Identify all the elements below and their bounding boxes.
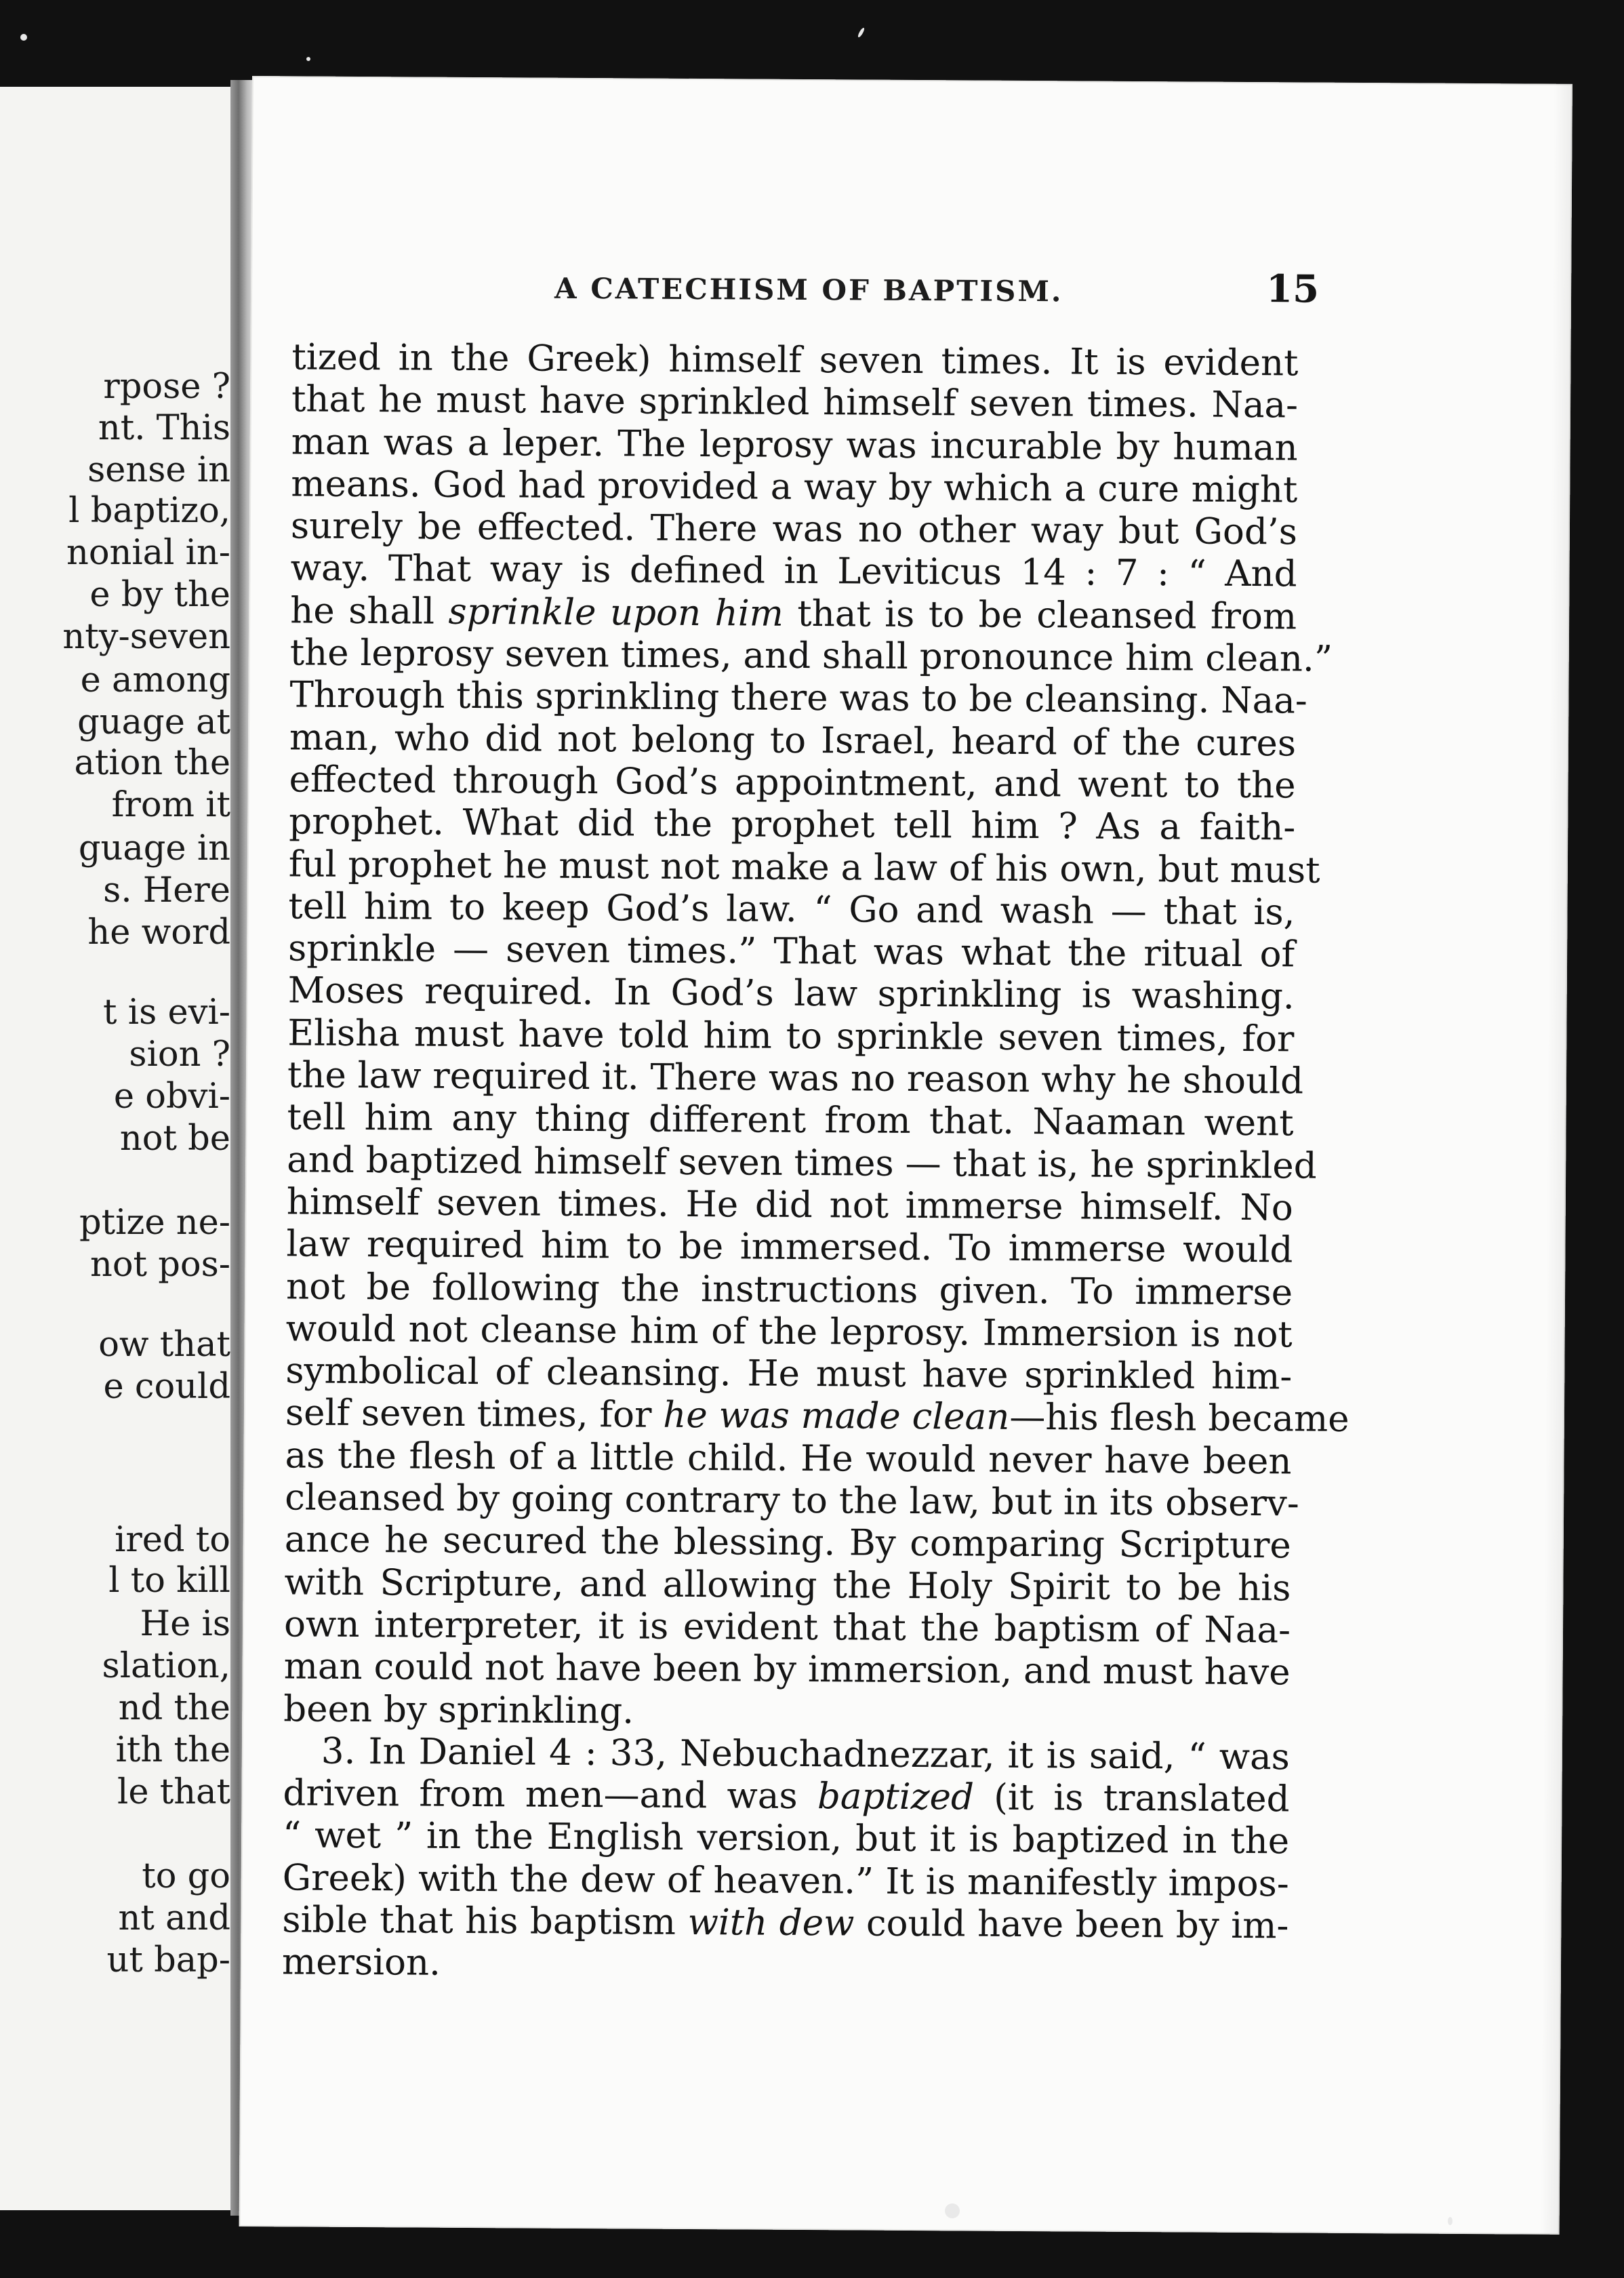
text-line xyxy=(287,1097,1293,1145)
text-line xyxy=(283,1730,1290,1778)
left-page-fragment: s. Here xyxy=(103,871,230,911)
left-page-fragment: ation the xyxy=(74,743,230,783)
text-run: cleansed by going contrary to the law, but in its observ- xyxy=(285,1477,1299,1525)
text-run: sprinkle — seven times.” That was what the ritual of xyxy=(287,927,1295,976)
text-run: tell him any thing different from that. Naaman went xyxy=(287,1096,1294,1144)
left-page-fragment: ired to xyxy=(115,1520,230,1560)
text-run: the law required it. There was no reason why he should xyxy=(287,1054,1304,1102)
left-page-fragment: from it xyxy=(111,785,230,825)
text-run: not be following the instructions given. To immerse xyxy=(285,1265,1293,1313)
left-page-fragment: nt. This xyxy=(98,408,230,448)
text-line xyxy=(285,1392,1349,1441)
text-line xyxy=(283,1857,1289,1905)
left-page-fragment: guage at xyxy=(77,702,230,742)
text-run: Elisha must have told him to sprinkle seven times, for xyxy=(287,1012,1295,1060)
text-run: surely be effected. There was no other way but God’s xyxy=(290,505,1298,553)
text-line xyxy=(288,970,1295,1018)
left-page-fragment: ow that xyxy=(98,1325,230,1365)
text-line xyxy=(288,885,1295,934)
text-run: prophet. What did the prophet tell him ? As a faith- xyxy=(289,801,1296,849)
text-run: own interpreter, it is evident that the baptism of Naa- xyxy=(283,1603,1291,1652)
left-page-fragment: guage in xyxy=(78,828,230,868)
text-run: man, who did not belong to Israel, heard of the cures xyxy=(289,717,1297,765)
right-page xyxy=(239,76,1572,2235)
left-page-fragment: he word xyxy=(87,913,230,953)
text-run: effected through God’s appointment, and went to the xyxy=(289,759,1296,807)
text-run: that is to be cleansed from xyxy=(783,593,1297,638)
text-line xyxy=(283,1646,1290,1694)
text-run: himself seven times. He did not immerse himself. No xyxy=(286,1181,1294,1229)
text-line xyxy=(285,1519,1291,1567)
dust-speck xyxy=(306,57,310,61)
text-line xyxy=(285,1435,1291,1483)
text-run: tized in the Greek) himself seven times. It is evident xyxy=(291,336,1299,384)
text-line xyxy=(286,1224,1293,1272)
left-page-fragment: l to kill xyxy=(108,1561,230,1601)
left-page-fragment: not pos- xyxy=(89,1245,230,1285)
text-run: as the flesh of a little child. He would never have been xyxy=(285,1435,1292,1483)
left-page-fragment: e among xyxy=(80,660,230,700)
running-head-title: A CATECHISM OF BAPTISM. xyxy=(554,271,1063,308)
text-line xyxy=(284,1561,1291,1610)
text-line xyxy=(285,1350,1292,1398)
text-run: that he must have sprinkled himself seven times. Naa- xyxy=(291,378,1299,426)
text-run: man was a leper. The leprosy was incurable by human xyxy=(291,420,1298,469)
text-run: mersion. xyxy=(281,1941,441,1984)
left-page-fragment: sion ? xyxy=(129,1035,230,1075)
text-line xyxy=(289,632,1333,680)
text-run: way. That way is defined in Leviticus 14 : 7 : “ And xyxy=(290,547,1297,595)
text-line xyxy=(286,1308,1293,1356)
text-run: he shall xyxy=(289,590,449,633)
text-line xyxy=(287,1138,1317,1187)
text-run: Greek) with the dew of heaven.” It is manifestly impos- xyxy=(282,1857,1289,1905)
body-text xyxy=(281,336,1349,1990)
text-line xyxy=(291,336,1298,384)
text-line xyxy=(286,1266,1293,1314)
left-page-fragment: sense in xyxy=(87,450,230,490)
dust-speck xyxy=(945,2203,960,2218)
text-run: and baptized himself seven times — that is, he sprinkled xyxy=(287,1138,1317,1187)
text-line xyxy=(287,1054,1304,1102)
text-run: self seven times, for xyxy=(285,1392,664,1437)
text-line xyxy=(283,1772,1289,1820)
left-page-fragment: ith the xyxy=(115,1730,230,1770)
text-run: been by sprinkling. xyxy=(283,1687,634,1732)
left-page-fragment: slation, xyxy=(102,1646,230,1686)
text-run: tell him to keep God’s law. “ Go and wash — that is, xyxy=(288,885,1295,934)
text-line xyxy=(283,1688,1290,1736)
text-run: (it is translated xyxy=(973,1776,1290,1820)
text-run: would not cleanse him of the leprosy. Immersion is not xyxy=(285,1308,1293,1356)
text-run: law required him to be immersed. To immerse would xyxy=(286,1223,1293,1271)
left-page-fragment: e obvi- xyxy=(113,1077,230,1117)
text-run: —his flesh became xyxy=(1009,1397,1349,1441)
left-page-fragment: nty-seven xyxy=(62,617,230,657)
text-line xyxy=(282,1942,1288,1990)
text-run: the leprosy seven times, and shall pronounce him clean.” xyxy=(289,632,1333,680)
text-line xyxy=(285,1477,1299,1525)
text-run: Through this sprinkling there was to be cleansing. Naa- xyxy=(289,674,1307,722)
text-run: symbolical of cleansing. He must have sprinkled him- xyxy=(285,1350,1293,1398)
text-line xyxy=(291,463,1297,511)
left-page-fragment: t is evi- xyxy=(103,993,230,1033)
text-line xyxy=(290,548,1297,596)
italic-phrase: he was made clean xyxy=(663,1395,1010,1439)
text-run: with Scripture, and allowing the Holy Spirit to be his xyxy=(284,1561,1291,1610)
left-page-fragment: nd the xyxy=(118,1688,230,1728)
text-line xyxy=(284,1603,1291,1652)
text-line xyxy=(287,1012,1294,1060)
text-line xyxy=(289,759,1295,807)
running-head xyxy=(251,260,1571,316)
dust-speck xyxy=(20,34,27,41)
text-line xyxy=(288,928,1295,976)
page-number: 15 xyxy=(1265,266,1320,312)
text-run: Moses required. In God’s law sprinkling is washing. xyxy=(287,970,1295,1018)
text-line xyxy=(289,717,1296,765)
text-run: means. God had provided a way by which a cure might xyxy=(291,463,1298,511)
italic-phrase: with dew xyxy=(687,1901,855,1944)
left-page-fragment: nt and xyxy=(118,1898,230,1938)
text-line xyxy=(289,674,1307,723)
left-page-fragment: not be xyxy=(119,1119,230,1159)
text-run: man could not have been by immersion, and must have xyxy=(283,1645,1291,1694)
italic-phrase: sprinkle upon him xyxy=(448,591,784,635)
dust-speck xyxy=(1448,2217,1453,2225)
text-run: driven from men—and was xyxy=(283,1772,818,1818)
text-run: ance he secured the blessing. By comparing Scripture xyxy=(284,1519,1291,1567)
text-run: “ wet ” in the English version, but it is baptized in the xyxy=(282,1814,1290,1862)
left-page-fragment: ut bap- xyxy=(106,1940,230,1980)
text-line xyxy=(288,843,1320,892)
text-run: could have been by im- xyxy=(854,1902,1289,1947)
left-page-fragment: e could xyxy=(103,1367,230,1407)
text-line xyxy=(287,1181,1293,1229)
text-line xyxy=(291,379,1298,427)
text-line xyxy=(289,801,1295,850)
left-page-fragment: l baptizo, xyxy=(68,491,230,531)
left-page-fragment: rpose ? xyxy=(103,367,230,407)
left-page-fragment: le that xyxy=(117,1772,230,1812)
left-page-fragment: ptize ne- xyxy=(79,1203,230,1243)
left-page-fragment: to go xyxy=(142,1856,230,1896)
left-page-fragment: e by the xyxy=(89,575,230,615)
left-facing-page xyxy=(0,87,239,2210)
left-page-fragment: He is xyxy=(140,1604,230,1644)
text-line xyxy=(283,1815,1289,1863)
text-line xyxy=(291,421,1298,469)
text-run: 3. In Daniel 4 : 33, Nebuchadnezzar, it is said, “ was xyxy=(321,1730,1291,1778)
left-page-fragment: nonial in- xyxy=(66,533,230,573)
text-run: sible that his baptism xyxy=(282,1899,688,1943)
text-line xyxy=(290,590,1297,638)
text-line xyxy=(282,1899,1288,1947)
italic-phrase: baptized xyxy=(817,1776,975,1818)
text-run: ful prophet he must not make a law of his own, but must xyxy=(288,843,1320,892)
text-line xyxy=(291,506,1297,554)
